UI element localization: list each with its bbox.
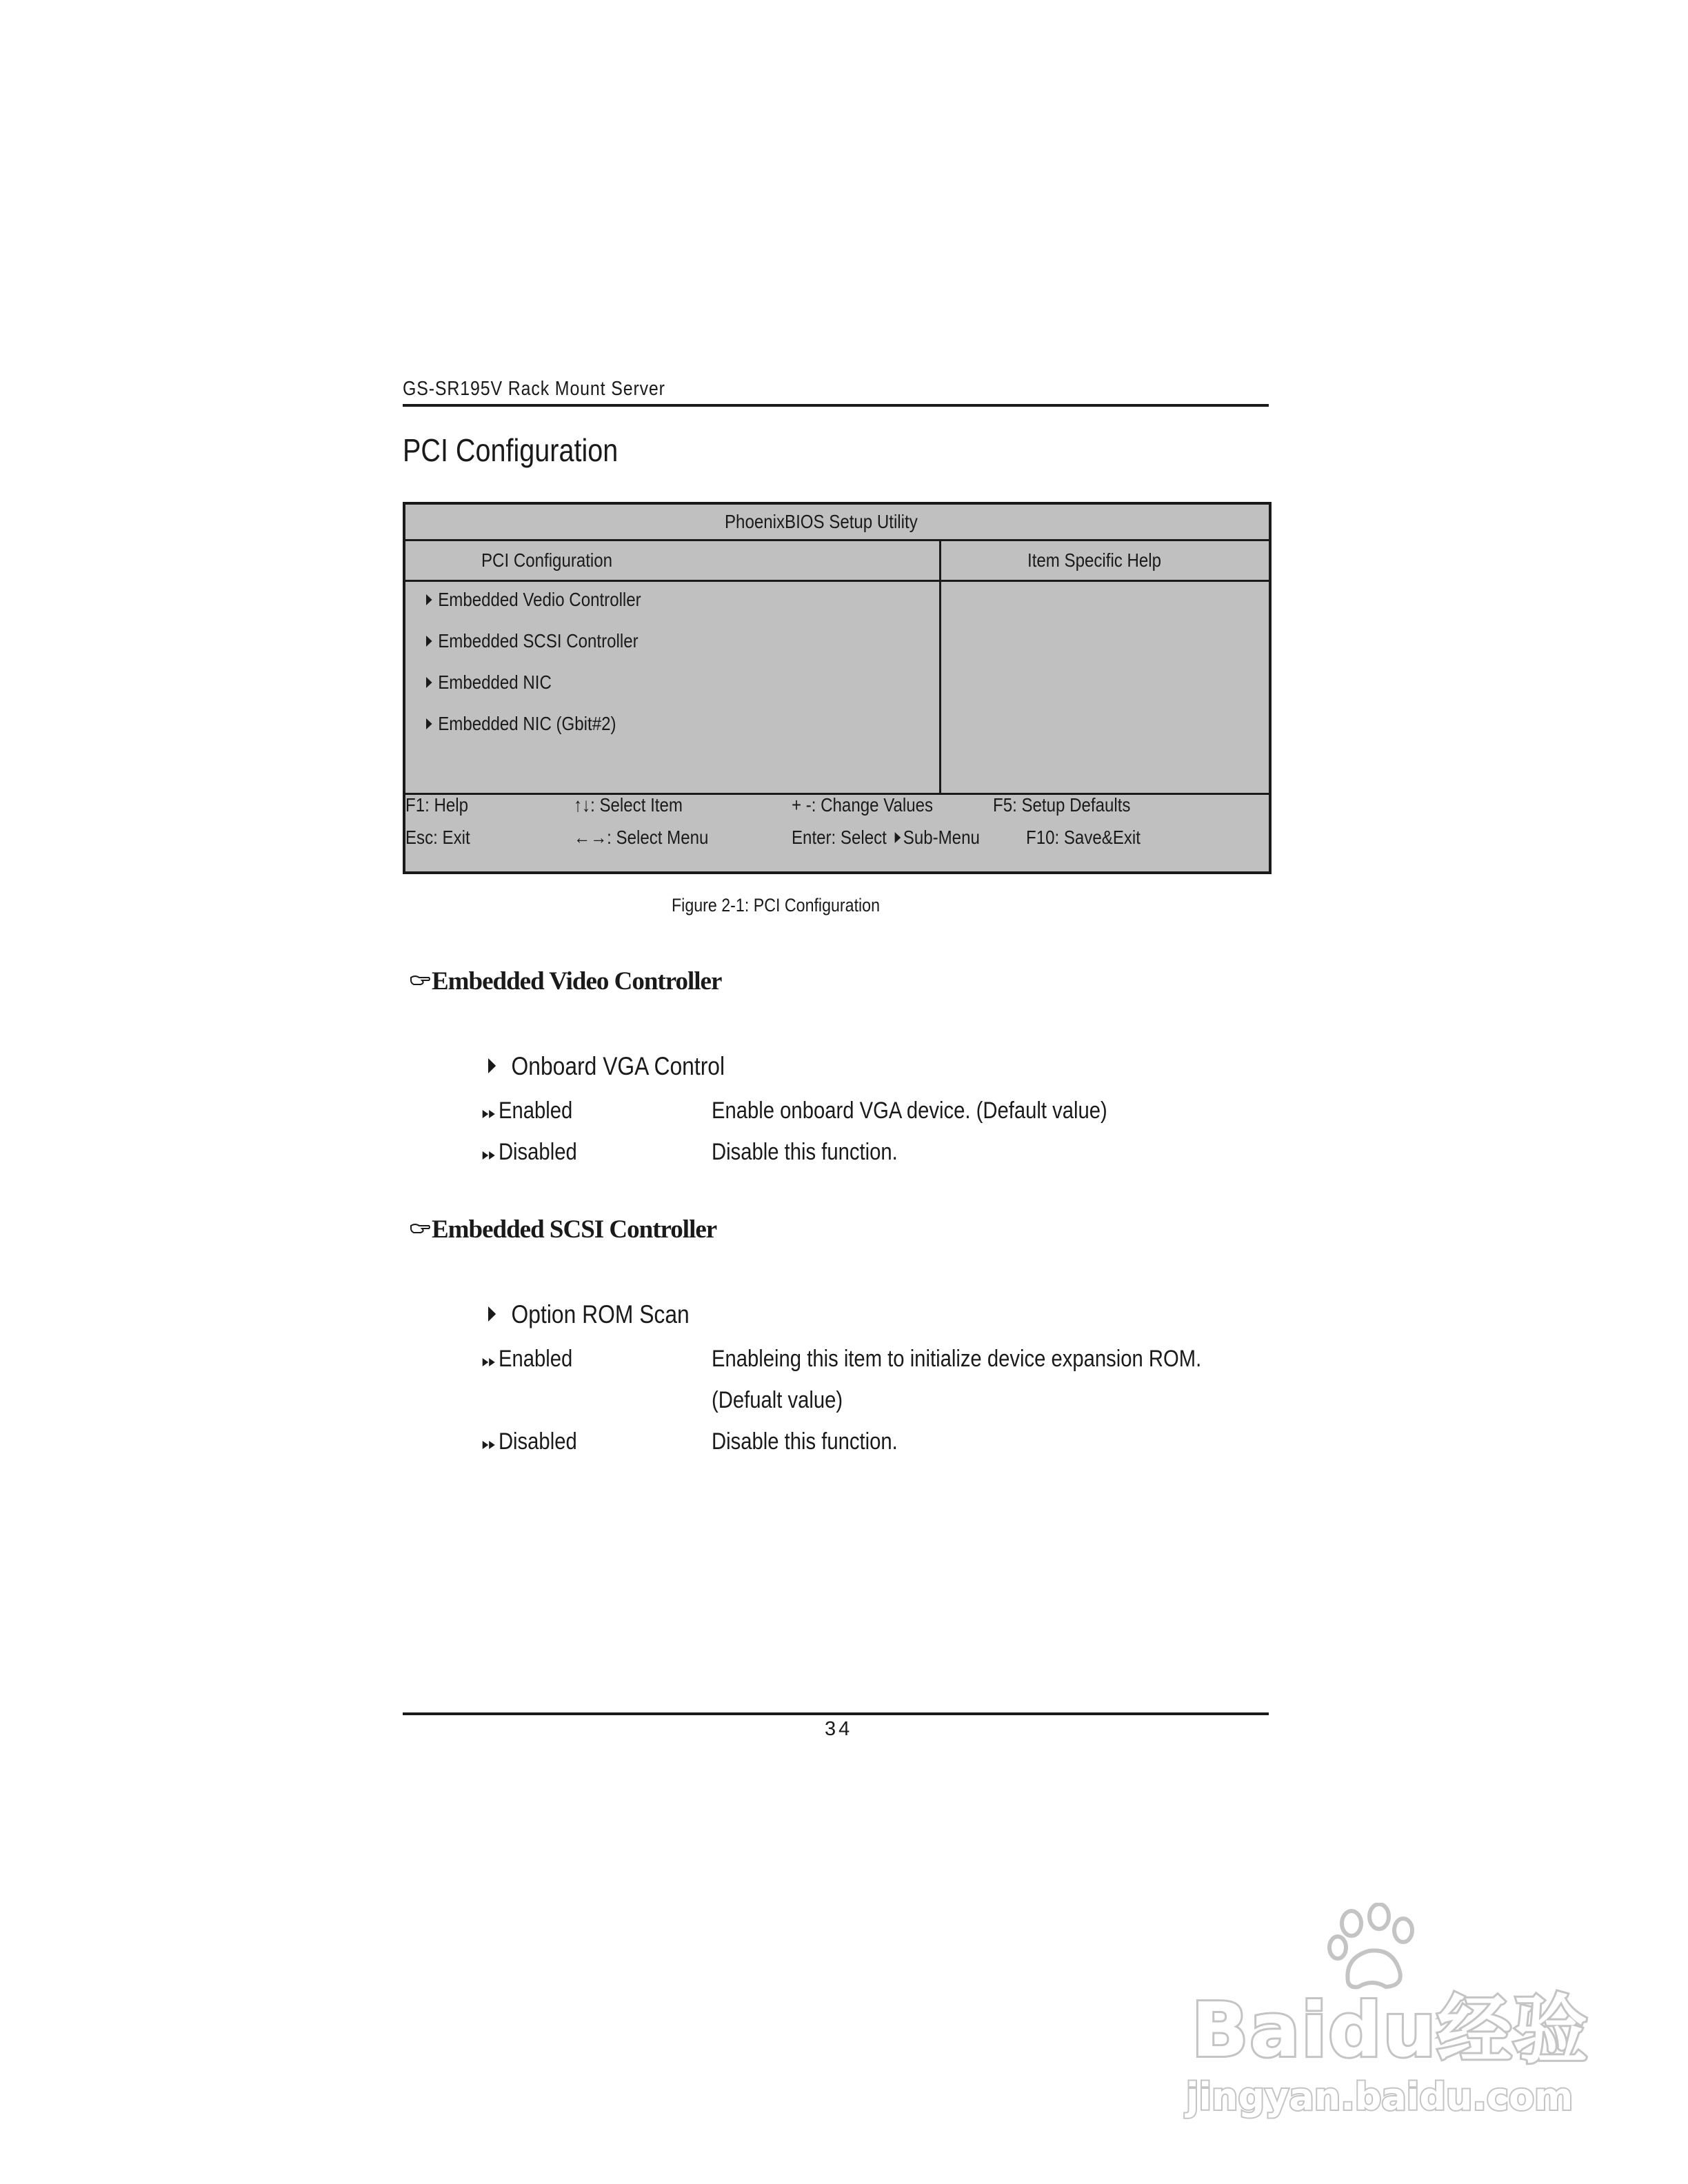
bios-menu-item[interactable]: Embedded NIC [426, 671, 552, 694]
sub-heading-vga: Onboard VGA Control [488, 1052, 725, 1081]
triangle-right-icon [426, 718, 432, 729]
baidu-watermark [1179, 1903, 1589, 2123]
key-help-select-item: ↑↓: Select Item [574, 794, 683, 816]
watermark-url: jingyan.baidu.com [1186, 2075, 1574, 2119]
triangle-right-icon [895, 832, 901, 843]
double-triangle-right-icon [481, 1109, 497, 1119]
page-title: PCI Configuration [403, 432, 619, 468]
page-number: 34 [825, 1718, 853, 1740]
bios-help-header: Item Specific Help [941, 541, 1269, 582]
triangle-right-icon [426, 677, 432, 688]
bios-setup-screen [403, 502, 1272, 874]
option-name: Enabled [481, 1346, 572, 1373]
key-help-change-values: + -: Change Values [792, 794, 934, 816]
option-name: Enabled [481, 1098, 572, 1124]
watermark-brand: Baidu经验 [1192, 1988, 1589, 2074]
triangle-right-icon [426, 594, 432, 605]
bios-help-pane [941, 582, 1269, 795]
bios-menu-item[interactable]: Embedded NIC (Gbit#2) [426, 713, 616, 735]
section-heading-scsi: Embedded SCSI Controller [410, 1215, 716, 1244]
option-description: Disable this function. [712, 1428, 898, 1455]
footer-rule [403, 1712, 1269, 1715]
sub-heading-option-rom: Option ROM Scan [488, 1300, 690, 1329]
header-rule [403, 404, 1269, 407]
double-triangle-right-icon [481, 1151, 497, 1160]
section-heading-video: Embedded Video Controller [410, 967, 721, 996]
key-help-enter: Enter: Select Sub-Menu [792, 827, 980, 848]
option-description: Enable onboard VGA device. (Default value) [712, 1098, 1107, 1124]
pointing-hand-icon [410, 973, 430, 987]
figure-caption: Figure 2-1: PCI Configuration [672, 895, 881, 916]
option-name: Disabled [481, 1428, 577, 1455]
triangle-right-icon [426, 636, 432, 647]
triangle-right-icon [488, 1306, 496, 1322]
pointing-hand-icon [410, 1222, 430, 1235]
option-description-cont: (Defualt value) [712, 1387, 843, 1413]
double-triangle-right-icon [481, 1357, 497, 1367]
key-help-select-menu: ←→: Select Menu [574, 827, 709, 848]
option-description: Disable this function. [712, 1139, 898, 1165]
bios-menu-item[interactable]: Embedded Vedio Controller [426, 589, 641, 611]
key-help-f10: F10: Save&Exit [1026, 827, 1141, 848]
key-help-esc: Esc: Exit [405, 827, 470, 848]
key-help-f5: F5: Setup Defaults [993, 794, 1131, 816]
bios-utility-title: PhoenixBIOS Setup Utility [405, 505, 1269, 541]
bios-menu-item[interactable]: Embedded SCSI Controller [426, 630, 639, 652]
running-header: GS-SR195V Rack Mount Server [403, 378, 665, 400]
option-description: Enableing this item to initialize device expansion ROM. [712, 1346, 1202, 1372]
bios-menu-header [405, 541, 941, 582]
double-triangle-right-icon [481, 1440, 497, 1450]
key-help-f1: F1: Help [405, 794, 469, 816]
bios-menu-pane [405, 582, 941, 795]
triangle-right-icon [488, 1058, 496, 1073]
option-name: Disabled [481, 1139, 577, 1166]
bios-menu-title: PCI Configuration [481, 549, 613, 571]
